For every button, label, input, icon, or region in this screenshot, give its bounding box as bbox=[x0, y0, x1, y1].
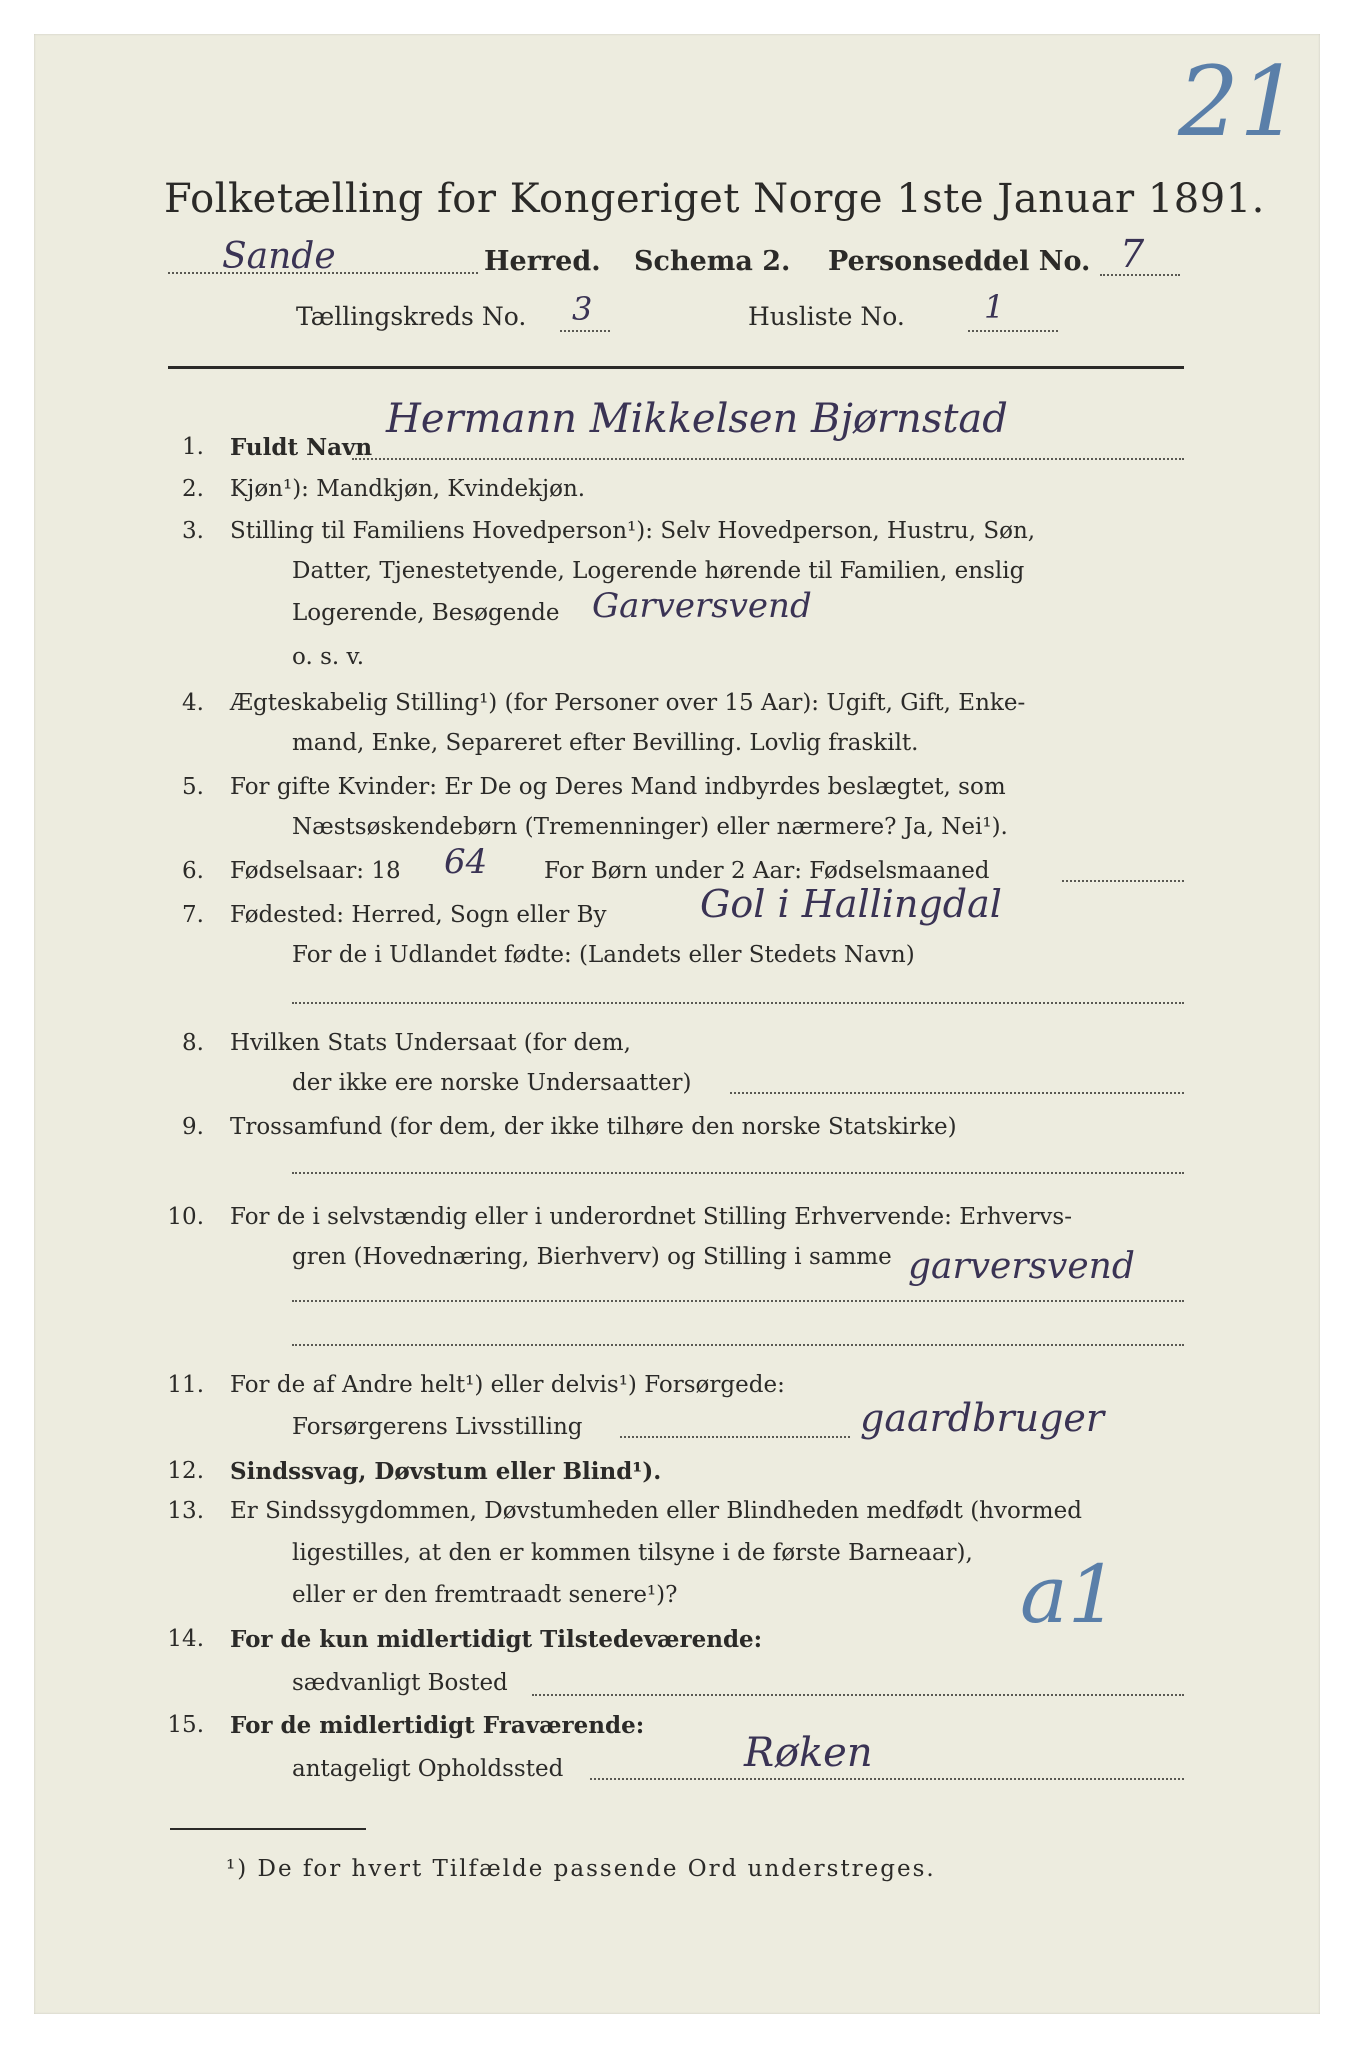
field-15-dots bbox=[590, 1778, 1184, 1780]
field-3-line-2: Datter, Tjenestetyende, Logerende hørende til Familien, enslig bbox=[292, 558, 1025, 584]
field-13-line-1: Er Sindssygdommen, Døvstumheden eller Blindheden medfødt (hvormed bbox=[230, 1498, 1082, 1524]
field-5-num: 5. bbox=[182, 774, 204, 800]
field-15-value: Røken bbox=[744, 1730, 873, 1776]
field-1-dots bbox=[352, 458, 1184, 460]
personseddel-label: Personseddel No. bbox=[828, 246, 1091, 277]
field-6-label: Fødselsaar: 18 bbox=[230, 858, 401, 884]
field-2-label: Kjøn¹): Mandkjøn, Kvindekjøn. bbox=[230, 476, 586, 502]
field-3-line-4: o. s. v. bbox=[292, 644, 365, 670]
field-1-label: Fuldt Navn bbox=[230, 434, 373, 461]
field-14-dots bbox=[532, 1694, 1184, 1696]
field-10-line-2: gren (Hovednæring, Bierhverv) og Stilling i samme bbox=[292, 1244, 892, 1270]
field-13-line-2: ligestilles, at den er kommen tilsyne i de første Barneaar), bbox=[292, 1540, 973, 1566]
corner-mark: 21 bbox=[1178, 46, 1301, 158]
herred-dots bbox=[168, 272, 478, 274]
field-12-line-1: Sindssvag, Døvstum eller Blind¹). bbox=[230, 1458, 662, 1485]
field-8-line-2: der ikke ere norske Undersaatter) bbox=[292, 1070, 692, 1096]
husliste-label: Husliste No. bbox=[748, 302, 905, 331]
field-6-extra: For Børn under 2 Aar: Fødselsmaaned bbox=[544, 858, 990, 884]
personseddel-value: 7 bbox=[1120, 232, 1145, 276]
field-4-line-2: mand, Enke, Separeret efter Bevilling. Lovlig fraskilt. bbox=[292, 730, 919, 756]
field-5-line-1: For gifte Kvinder: Er De og Deres Mand indbyrdes beslægtet, som bbox=[230, 774, 1006, 800]
field-11-line-2: Forsørgerens Livsstilling bbox=[292, 1414, 583, 1440]
kreds-label: Tællingskreds No. bbox=[296, 302, 527, 331]
field-8-num: 8. bbox=[182, 1030, 204, 1056]
field-1-num: 1. bbox=[182, 434, 204, 460]
field-7-dots bbox=[292, 1002, 1184, 1004]
footnote-rule bbox=[170, 1828, 366, 1830]
footnote: ¹) De for hvert Tilfælde passende Ord understreges. bbox=[226, 1856, 936, 1882]
field-7-line-2: For de i Udlandet fødte: (Landets eller Stedets Navn) bbox=[292, 942, 915, 968]
field-6-value: 64 bbox=[444, 842, 488, 882]
field-8-line-1: Hvilken Stats Undersaat (for dem, bbox=[230, 1030, 631, 1056]
census-form-sheet bbox=[34, 34, 1320, 2014]
field-15-line-2: antageligt Opholdssted bbox=[292, 1756, 564, 1782]
field-11-value: gaardbruger bbox=[860, 1396, 1105, 1440]
form-title: Folketælling for Kongeriget Norge 1ste Januar 1891. bbox=[164, 176, 1265, 222]
field-9-line-1: Trossamfund (for dem, der ikke tilhøre den norske Statskirke) bbox=[230, 1114, 957, 1140]
field-10-num: 10. bbox=[167, 1204, 204, 1230]
field-15-line-1: For de midlertidigt Fraværende: bbox=[230, 1712, 645, 1739]
herred-label: Herred. bbox=[484, 246, 601, 277]
field-4-line-1: Ægteskabelig Stilling¹) (for Personer over 15 Aar): Ugift, Gift, Enke- bbox=[230, 690, 1026, 716]
field-13-num: 13. bbox=[167, 1498, 204, 1524]
herred-value: Sande bbox=[222, 236, 336, 277]
field-3-num: 3. bbox=[182, 518, 204, 544]
field-7-value: Gol i Hallingdal bbox=[700, 882, 1002, 926]
field-14-line-1: For de kun midlertidigt Tilstedeværende: bbox=[230, 1626, 763, 1653]
field-11-line-1: For de af Andre helt¹) eller delvis¹) Forsørgede: bbox=[230, 1372, 785, 1398]
header-rule bbox=[168, 366, 1184, 369]
field-10-value: garversvend bbox=[908, 1246, 1135, 1287]
field-8-dots bbox=[730, 1092, 1184, 1094]
field-10-dots-1 bbox=[292, 1300, 1184, 1302]
husliste-dots bbox=[968, 330, 1058, 332]
field-14-line-2: sædvanligt Bosted bbox=[292, 1670, 508, 1696]
personseddel-dots bbox=[1100, 274, 1180, 276]
field-14-num: 14. bbox=[167, 1626, 204, 1652]
field-4-num: 4. bbox=[182, 690, 204, 716]
field-7-num: 7. bbox=[182, 902, 204, 928]
kreds-value: 3 bbox=[572, 290, 593, 328]
field-3-line-3: Logerende, Besøgende bbox=[292, 600, 560, 626]
field-12-num: 12. bbox=[167, 1458, 204, 1484]
kreds-dots bbox=[560, 330, 610, 332]
field-9-dots bbox=[292, 1172, 1184, 1174]
field-5-line-2: Næstsøskendebørn (Tremenninger) eller nærmere? Ja, Nei¹). bbox=[292, 814, 1008, 840]
field-10-dots-2 bbox=[292, 1344, 1184, 1346]
field-1-value: Hermann Mikkelsen Bjørnstad bbox=[386, 396, 1008, 442]
field-15-num: 15. bbox=[167, 1712, 204, 1738]
field-3-value: Garversvend bbox=[592, 586, 812, 626]
schema-label: Schema 2. bbox=[634, 246, 791, 277]
husliste-value: 1 bbox=[984, 288, 1005, 326]
field-6-dots bbox=[1062, 880, 1184, 882]
field-13-line-3: eller er den fremtraadt senere¹)? bbox=[292, 1582, 678, 1608]
field-9-num: 9. bbox=[182, 1114, 204, 1140]
field-6-num: 6. bbox=[182, 858, 204, 884]
field-2-num: 2. bbox=[182, 476, 204, 502]
field-10-line-1: For de i selvstændig eller i underordnet Stilling Erhvervende: Erhvervs- bbox=[230, 1204, 1072, 1230]
field-7-line-1: Fødested: Herred, Sogn eller By bbox=[230, 902, 607, 928]
field-11-dots bbox=[620, 1436, 850, 1438]
field-3-line-1: Stilling til Familiens Hovedperson¹): Selv Hovedperson, Hustru, Søn, bbox=[230, 518, 1036, 544]
field-11-num: 11. bbox=[167, 1372, 204, 1398]
field-13-value: a1 bbox=[1020, 1548, 1119, 1641]
